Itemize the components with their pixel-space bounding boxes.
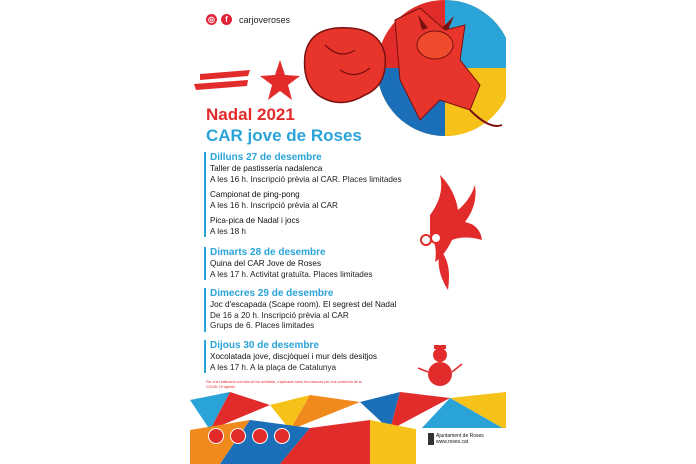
event-title: Joc d'escapada (Scape room). El segrest del Nadal <box>210 300 397 309</box>
poster-title: Nadal 2021 <box>206 105 295 124</box>
day-block-3 <box>204 288 415 332</box>
day-header: Dilluns 27 de desembre <box>210 152 322 163</box>
day-block-4 <box>204 340 415 373</box>
holly-icon <box>421 175 482 290</box>
day-block-2 <box>204 247 415 280</box>
footer-org-name: Ajuntament de Roses <box>436 433 484 439</box>
event-details: A les 17 h. A la plaça de Catalunya <box>210 362 337 372</box>
event-details: Grups de 6. Places limitades <box>210 321 315 330</box>
poster <box>190 0 506 464</box>
footer-url[interactable]: www.roses.cat <box>436 439 469 445</box>
town-crest-icon <box>428 433 434 445</box>
footer-org <box>436 433 484 445</box>
day-header: Dimarts 28 de desembre <box>210 247 326 258</box>
facebook-icon[interactable]: f <box>221 14 232 25</box>
fist <box>305 28 386 103</box>
event-title: Quina del CAR Jove de Roses <box>210 259 322 268</box>
distance-icon <box>230 428 246 444</box>
poster-subtitle: CAR jove de Roses <box>206 126 362 145</box>
event-details: De 16 a 20 h. Inscripció prèvia al CAR <box>210 310 349 320</box>
event-details: A les 16 h. Inscripció prèvia al CAR <box>210 200 338 210</box>
shooting-star-icon <box>194 60 300 100</box>
event-title: Pica-pica de Nadal i jocs <box>210 216 300 225</box>
event-details: A les 17 h. Activitat gratuïta. Places limitades <box>210 269 373 279</box>
sanitizer-icon <box>274 428 290 444</box>
social-handle[interactable]: carjoveroses <box>239 14 291 25</box>
event-title: Campionat de ping-pong <box>210 190 300 199</box>
event-title: Xocolatada jove, discjòquei i mur dels desitjos <box>210 352 378 361</box>
event-title: Taller de pastisseria nadalenca <box>210 164 323 173</box>
social-bar <box>206 14 290 25</box>
day-header: Dijous 30 de desembre <box>210 340 319 351</box>
event-details: A les 18 h <box>210 226 246 236</box>
hand-wash-icon <box>252 428 268 444</box>
day-header: Dimecres 29 de desembre <box>210 288 334 299</box>
safety-icons <box>208 428 290 444</box>
day-block-1 <box>204 152 415 237</box>
instagram-icon[interactable]: ◎ <box>206 14 217 25</box>
event-details: A les 16 h. Inscripció prèvia al CAR. Places limitades <box>210 174 402 184</box>
snowman-icon <box>418 345 462 386</box>
covid-note: Per a la realització correcta de les activitats, s'aplicaran totes les mesures per a la contenció de la COVID-19 vigents <box>206 380 362 389</box>
mask-icon <box>208 428 224 444</box>
